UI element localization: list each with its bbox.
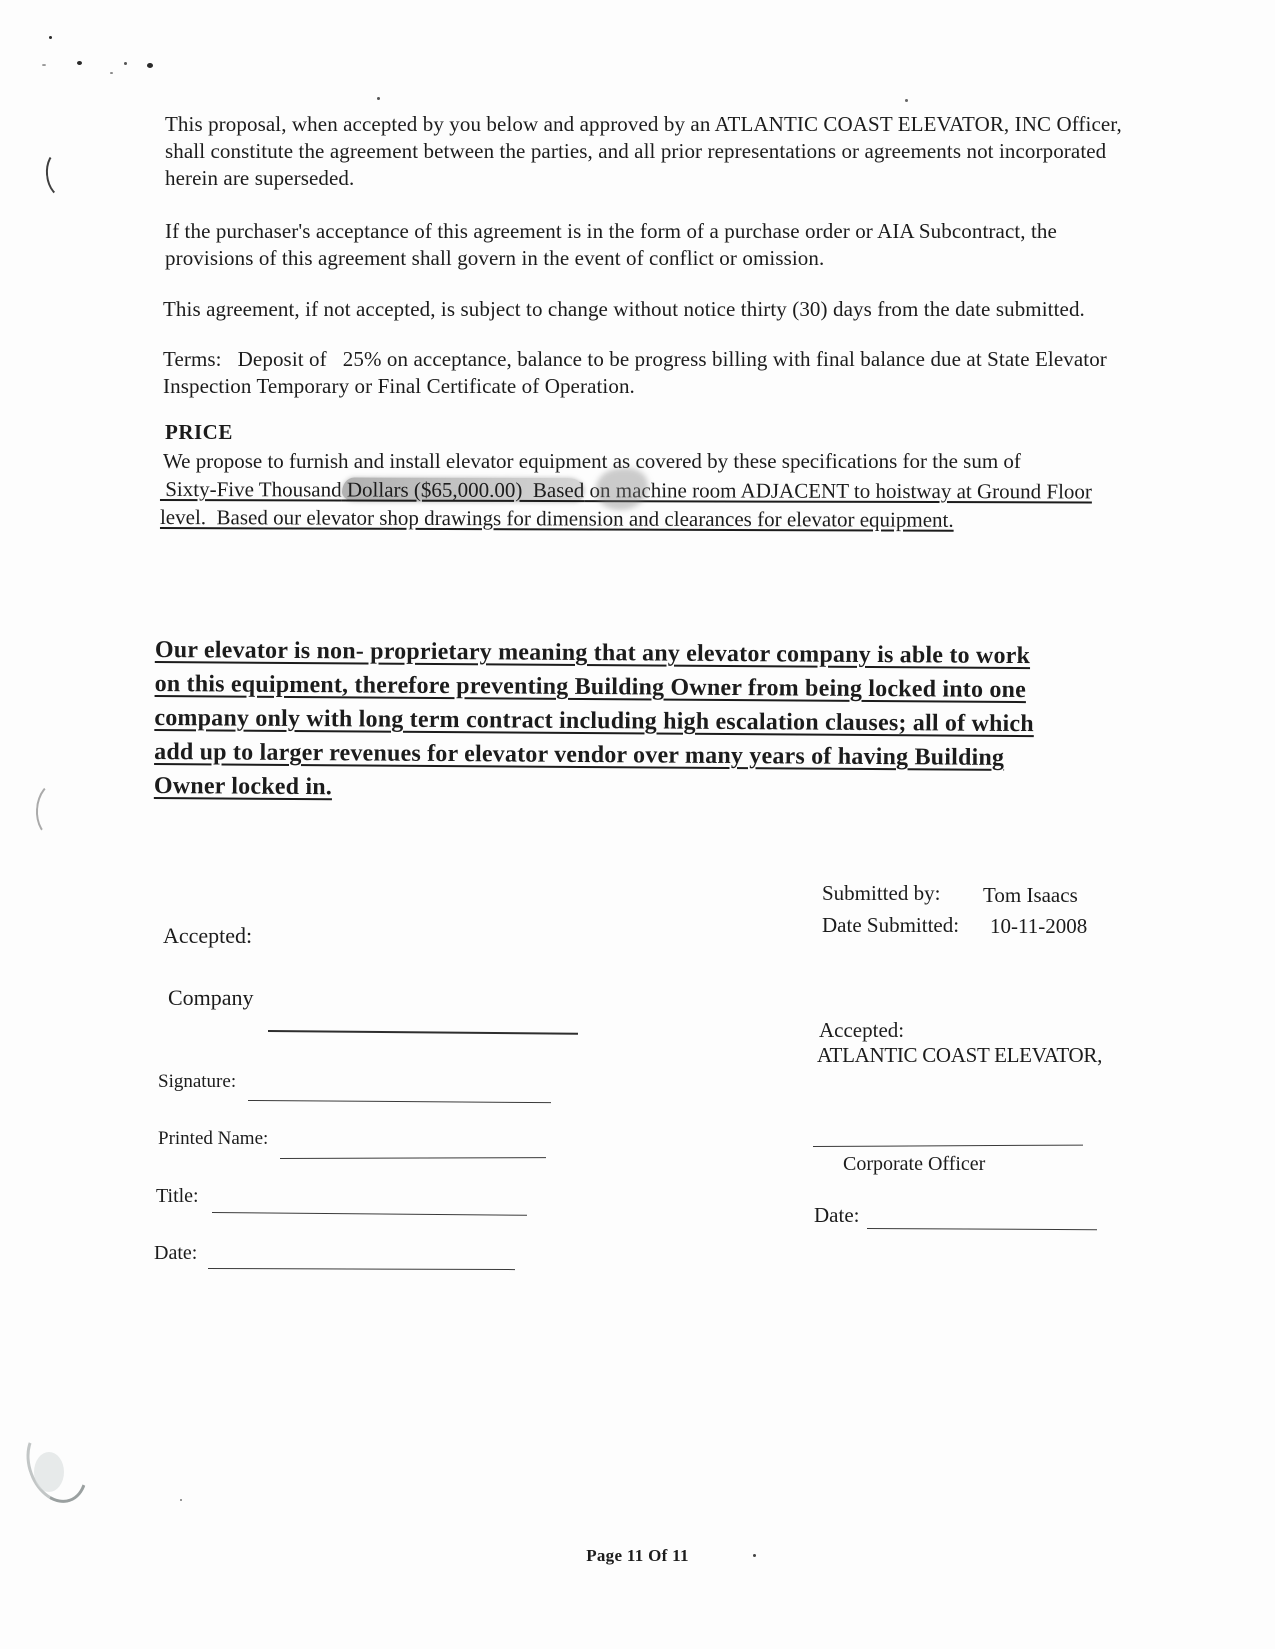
- text-line: This proposal, when accepted by you below and approved by an ATLANTIC COAST ELEVATOR, INC Officer,: [165, 112, 1122, 136]
- price-highlight-marker: Dollars ($65,000.00) Based: [341, 477, 585, 503]
- scan-arc-mark: [34, 781, 76, 840]
- emphasis-line: Owner locked in.: [153, 772, 333, 801]
- date-right-label: Date:: [814, 1203, 860, 1227]
- scan-speck: [377, 97, 380, 100]
- paragraph-terms: [163, 346, 1107, 400]
- signature-label: Signature:: [158, 1071, 237, 1092]
- paragraph-change-notice: [163, 296, 1085, 323]
- price-line-2-rest: on machine room ADJACENT to hoistway at Ground Floor: [584, 478, 1092, 504]
- corporate-officer-signature-line: [813, 1145, 1083, 1147]
- hole-punch-ghost-fill: [34, 1452, 64, 1492]
- printed-name-line: [280, 1157, 546, 1159]
- price-line-3: level. Based our elevator shop drawings for dimension and clearances for elevator equipment.: [159, 505, 954, 532]
- price-heading: PRICE: [165, 420, 233, 444]
- scan-speck: [147, 63, 153, 68]
- date-submitted-value: 10-11-2008: [990, 914, 1088, 938]
- scan-speck: [905, 99, 908, 102]
- scan-speck: [49, 36, 52, 39]
- price-line-1: We propose to furnish and install elevator equipment as covered by these specifications for the sum of: [163, 449, 1021, 473]
- paragraph-purchase-order: [165, 218, 1057, 272]
- scan-speck: [77, 61, 82, 65]
- date-left-label: Date:: [154, 1242, 198, 1264]
- date-right-line: [867, 1228, 1097, 1230]
- submitted-by-value: Tom Isaacs: [983, 883, 1078, 907]
- price-amount-words: Sixty-Five Thousand: [159, 477, 342, 502]
- text-line: If the purchaser's acceptance of this agreement is in the form of a purchase order or AIA Subcontract, the: [165, 219, 1057, 243]
- text-line: provisions of this agreement shall govern in the event of conflict or omission.: [165, 246, 825, 270]
- scan-speck: [110, 72, 113, 74]
- text-line: herein are superseded.: [165, 166, 355, 190]
- company-name: ATLANTIC COAST ELEVATOR,: [817, 1043, 1103, 1067]
- date-left-line: [208, 1268, 515, 1270]
- scan-speck: [180, 1499, 182, 1501]
- title-line: [212, 1212, 527, 1216]
- paragraph-proposal: [165, 111, 1122, 192]
- emphasis-line: on this equipment, therefore preventing Building Owner from being locked into one: [154, 670, 1027, 704]
- emphasis-line: company only with long term contract including high escalation clauses; all of which: [154, 704, 1034, 738]
- corporate-officer-label: Corporate Officer: [843, 1153, 986, 1175]
- emphasis-paragraph: [154, 633, 1035, 809]
- signature-line: [248, 1100, 551, 1103]
- company-line: [268, 1030, 578, 1035]
- scan-arc-mark: [44, 148, 81, 199]
- submitted-by-label: Submitted by:: [822, 881, 941, 905]
- emphasis-line: add up to larger revenues for elevator vendor over many years of having Building: [154, 738, 1005, 771]
- printed-name-label: Printed Name:: [158, 1128, 269, 1149]
- title-label: Title:: [156, 1185, 199, 1207]
- text-line: This agreement, if not accepted, is subject to change without notice thirty (30) days from the date submitted.: [163, 297, 1085, 321]
- scan-speck: [42, 64, 46, 66]
- text-line: Inspection Temporary or Final Certificate of Operation.: [163, 374, 635, 398]
- page-number: Page 11 Of 11: [586, 1546, 689, 1565]
- text-line: shall constitute the agreement between the parties, and all prior representations or agreements not incorporated: [165, 139, 1107, 163]
- text-line: Terms: Deposit of 25% on acceptance, balance to be progress billing with final balance due at State Elevator: [163, 347, 1107, 371]
- date-submitted-label: Date Submitted:: [822, 913, 960, 937]
- accepted-right-label: Accepted:: [819, 1018, 905, 1042]
- emphasis-line: Our elevator is non- proprietary meaning that any elevator company is able to work: [154, 636, 1031, 670]
- scan-speck: [124, 62, 127, 65]
- accepted-left-label: Accepted:: [163, 923, 253, 948]
- company-label: Company: [168, 985, 254, 1010]
